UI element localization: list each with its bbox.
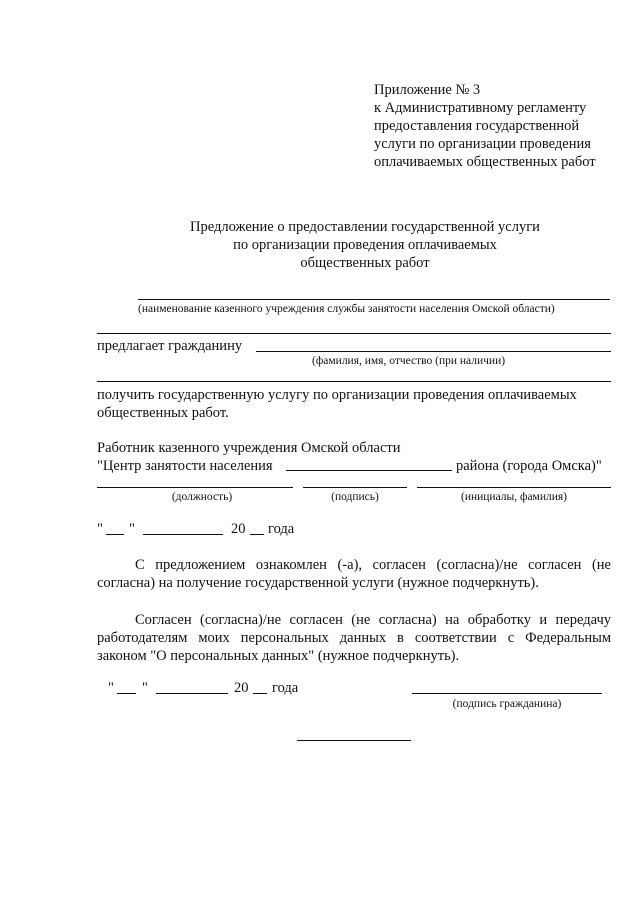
- receive-text: [97, 386, 611, 422]
- paragraph-acknowledgement: [97, 556, 611, 592]
- appendix-line: услуги по организации проведения: [374, 136, 591, 152]
- receive-line: получить государственную услугу по организации проведения оплачиваемых: [97, 387, 577, 403]
- initials-caption: (инициалы, фамилия): [460, 491, 568, 503]
- appendix-number: Приложение № 3: [374, 82, 481, 98]
- paragraph-line: С предложением ознакомлен (-а), согласен (согласна)/не согласен (не: [135, 557, 611, 573]
- date-open-quote: ": [108, 680, 114, 696]
- date-year-suffix: года: [272, 680, 299, 696]
- citizen-name-line: [256, 351, 611, 352]
- date-year-line: [250, 534, 264, 535]
- title-line: по организации проведения оплачиваемых: [233, 237, 497, 253]
- citizen-name-line-2: [97, 381, 611, 382]
- signature-line: [303, 487, 407, 488]
- appendix-line: предоставления государственной: [374, 118, 580, 134]
- district-line: [286, 470, 452, 471]
- date-year-suffix: года: [268, 521, 295, 537]
- appendix-block: [374, 81, 624, 171]
- date-day-line: [117, 693, 136, 694]
- paragraph-line: законом "О персональных данных" (нужное подчеркнуть).: [97, 648, 460, 664]
- receive-line: общественных работ.: [97, 405, 229, 421]
- paragraph-line: согласна) на получение государственной услуги (нужное подчеркнуть).: [97, 575, 539, 591]
- date-year-prefix: 20: [234, 680, 249, 696]
- paragraph-line: Согласен (согласна)/не согласен (не согласна) на обработку и передачу: [135, 612, 611, 628]
- date-year-line: [253, 693, 267, 694]
- date-open-quote: ": [97, 521, 103, 537]
- date-close-quote: ": [129, 521, 135, 537]
- paragraph-line: работодателям моих персональных данных в соответствии с Федеральным: [97, 630, 611, 646]
- date-year-prefix: 20: [231, 521, 246, 537]
- document-title: [120, 218, 610, 272]
- date-month-line: [143, 534, 223, 535]
- institution-caption: (наименование казенного учреждения службы занятости населения Омской области): [138, 303, 555, 315]
- position-line: [97, 487, 293, 488]
- title-line: Предложение о предоставлении государственной услуги: [190, 219, 540, 235]
- date-month-line: [156, 693, 228, 694]
- appendix-line: к Административному регламенту: [374, 100, 587, 116]
- worker-line-1: Работник казенного учреждения Омской области: [97, 440, 401, 456]
- citizen-signature-caption: (подпись гражданина): [452, 698, 562, 710]
- fio-caption: (фамилия, имя, отчество (при наличии): [312, 355, 506, 367]
- signature-caption: (подпись): [331, 491, 379, 503]
- date-close-quote: ": [142, 680, 148, 696]
- institution-name-line: [138, 299, 610, 300]
- worker-line-2-prefix: "Центр занятости населения: [97, 458, 273, 474]
- offers-label: предлагает гражданину: [97, 338, 243, 354]
- closing-rule: [297, 740, 411, 741]
- title-line: общественных работ: [300, 255, 430, 271]
- paragraph-personal-data: [97, 611, 611, 665]
- citizen-signature-line: [412, 693, 602, 694]
- institution-name-line-2: [97, 333, 611, 334]
- appendix-line: оплачиваемых общественных работ: [374, 154, 596, 170]
- date-day-line: [106, 534, 124, 535]
- position-caption: (должность): [171, 491, 233, 503]
- initials-line: [417, 487, 611, 488]
- worker-line-2-suffix: района (города Омска)": [456, 458, 602, 474]
